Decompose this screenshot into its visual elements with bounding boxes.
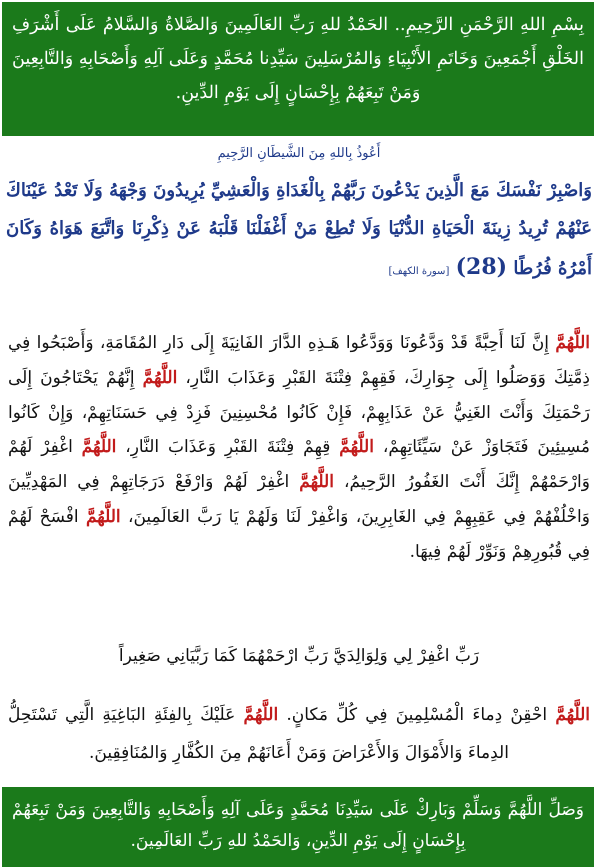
allahumma-word: اللَّهُمَّ: [142, 367, 178, 388]
muslims-text-2: عَلَيْكَ بِالفِئَةِ البَاغِيَةِ الَّتِي تَسْتَحِلُّ الدِماءَ وَالأَمْوَالَ وَالأَعْرَاضَ وَمَنْ أَعَانَهُمْ مِنَ الكُفَّارِ وَالمُنَافِقِينَ.: [8, 705, 509, 763]
istiadha: أَعُوذُ بِاللهِ مِنَ الشَّيطَانِ الرَّجِيمِ: [217, 146, 381, 161]
allahumma-word: اللَّهُمَّ: [555, 705, 591, 725]
allahumma-word: اللَّهُمَّ: [85, 506, 121, 527]
dua-paragraph: [8, 326, 590, 570]
allahumma-word: اللَّهُمَّ: [299, 472, 334, 493]
muslims-dua: [8, 696, 590, 772]
dua-text-2: إِنَّهُمْ يَحْتَاجُونَ إِلَى رَحْمَتِكَ وَأَنْتَ الغَنِيُّ عَنْ عَذَابِهِمْ، فَإِنْ كَانُوا مُحْسِنِينَ فَزِدْ فِي حَسَنَاتِهِمْ، وَإِنْ كَانُوا مُسِيئِينَ فَتَجَاوَزْ عَنْ سَيِّئَاتِهِمْ،: [8, 367, 591, 458]
dua-text-4: اغْفِرْ لَهُمْ وَارْحَمْهُمْ إِنَّكَ أَنْتَ الغَفُورُ الرَّحِيمُ،: [8, 437, 590, 493]
dua-text-3: قِهِمْ فِتْنَةَ القَبْرِ وَعَذَابَ النَّارِ،: [116, 437, 340, 458]
quran-verse: وَاصْبِرْ نَفْسَكَ مَعَ الَّذِينَ يَدْعُونَ رَبَّهُمْ بِالْغَدَاةِ وَالْعَشِيِّ يُرِيدُونَ وَجْهَهُ وَلَا تَعْدُ عَيْنَاكَ عَنْهُمْ تُرِيدُ زِينَةَ الْحَيَاةِ الدُّنْيَا وَلَا تُطِعْ مَنْ أَغْفَلْنَا قَلْبَهُ عَنْ ذِكْرِنَا وَاتَّبَعَ هَوَاهُ وَكَانَ أَمْرُهُ فُرُطًا: [6, 180, 592, 279]
allahumma-word: اللَّهُمَّ: [339, 437, 374, 458]
footer-text: وَصَلِّ اللَّهُمَّ وَسَلِّمْ وَبَارِكْ عَلَى سَيِّدِنَا مُحَمَّدٍ وَعَلَى آلِهِ وَأَصْحَابِهِ وَالتَّابِعِينَ وَمَنْ تَبِعَهُمْ بِإِحْسَانٍ إِلَى يَوْمِ الدِّينِ، وَالحَمْدُ للهِ رَبِّ العَالَمِينَ.: [12, 800, 584, 851]
dua-text-1: إِنَّ لَنَا أَحِبَّةً قَدْ وَدَّعُونَا وَوَدَّعُوا هَـذِهِ الدَّارَ الفَانِيَةَ إِلَى دَارِ المُقَامَةِ، وَأَصْبَحُوا فِي ذِمَّتِكَ وَوَصَلُوا إِلَى جِوَارِكَ، فَقِهِمْ فِتْنَةَ القَبْرِ وَعَذَابَ النَّارِ،: [8, 333, 590, 388]
header-box: [2, 2, 594, 136]
header-text: بِسْمِ اللهِ الرَّحْمَنِ الرَّحِيمِ.. الحَمْدُ للهِ رَبِّ العَالَمِينَ وَالصَّلاةُ وَالسَّلامُ عَلَى أَشْرَفِ الخَلْقِ أَجْمَعِينَ وَخَاتَمِ الأَنْبِيَاءِ وَالمُرْسَلِينَ سَيِّدِنا مُحَمَّدٍ وَعَلَى آلِهِ وَأَصْحَابِهِ وَالتَّابِعِينَ وَمَنْ تَبِعَهُمْ بِإِحْسَانٍ إِلَى يَوْمِ الدِّينِ.: [12, 15, 584, 103]
dua-text-5: اغْفِرْ لَهُمْ وَارْفَعْ دَرَجَاتِهِمْ فِي المَهْدِيِّينَ وَاخْلُفْهُمْ فِي عَقِبِهِمْ فِي الغَابِرِينَ، وَاغْفِرْ لَنَا وَلَهُمْ يَا رَبَّ العَالَمِينَ،: [8, 472, 590, 527]
allahumma-word: اللَّهُمَّ: [81, 437, 117, 458]
surah-reference: [سورة الكهف]: [388, 266, 450, 277]
muslims-text-1: احْقِنْ دِماءَ الْمُسْلِمِينَ فِي كُلِّ مَكانٍ.: [278, 705, 556, 725]
allahumma-word: اللَّهُمَّ: [243, 705, 279, 725]
verse-number: (28): [455, 254, 508, 280]
parents-dua: رَبِّ اغْفِرْ لِي وَلِوَالِدَيَّ رَبِّ ارْحَمْهُمَا كَمَا رَبَّيَانِي صَغِيراً: [118, 646, 480, 666]
allahumma-word: اللَّهُمَّ: [555, 333, 590, 353]
footer-box: [2, 787, 594, 867]
dua-text-6: افْسَحْ لَهُمْ فِي قُبُورِهِمْ وَنَوِّرْ لَهُمْ فِيهَا.: [8, 506, 590, 562]
quran-verse-block: [6, 172, 592, 291]
